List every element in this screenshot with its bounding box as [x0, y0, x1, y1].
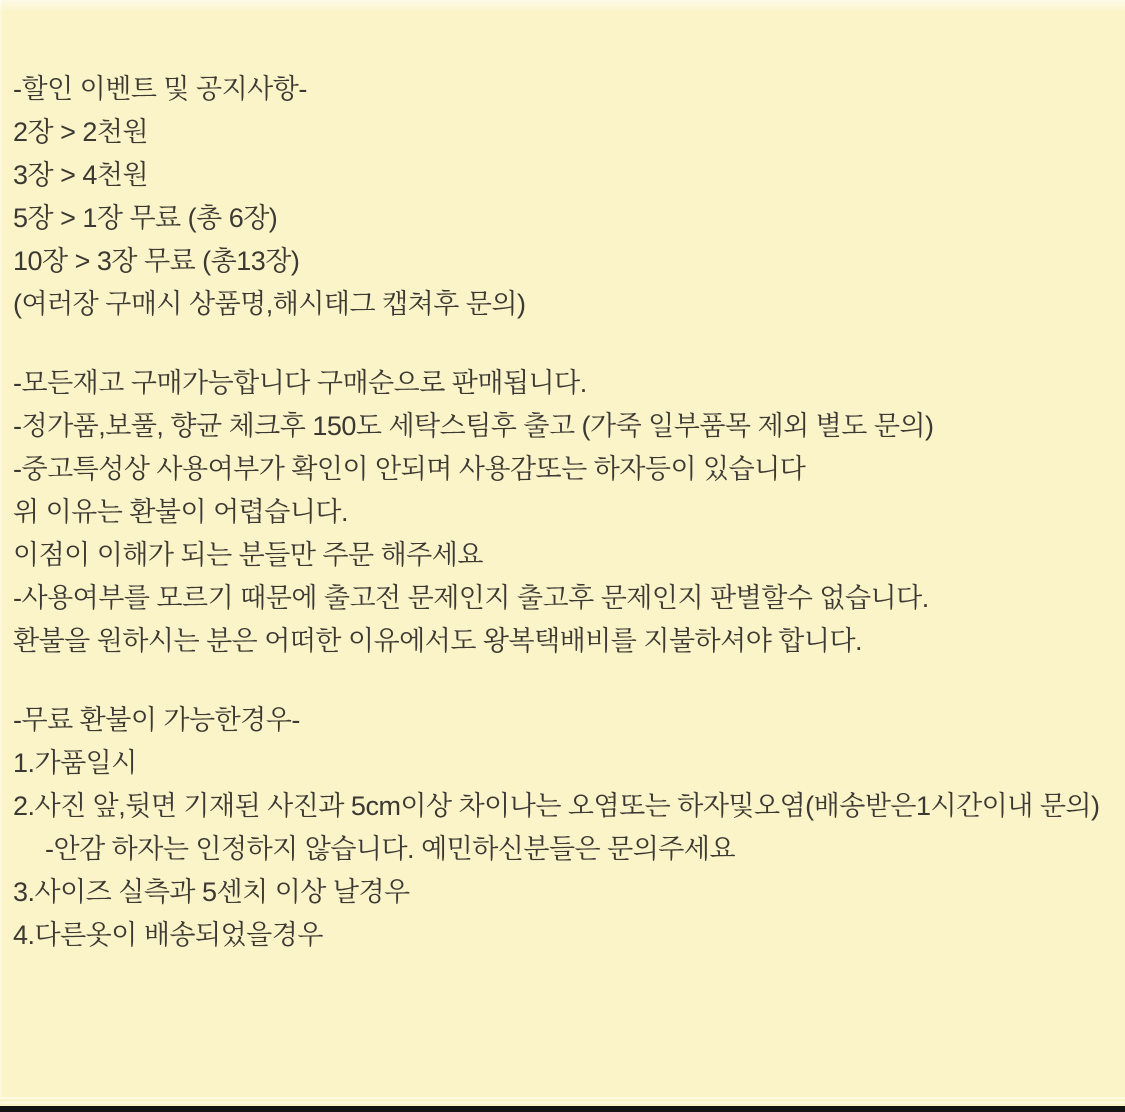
bottom-bar	[0, 1106, 1125, 1112]
notice-text	[13, 68, 1109, 957]
section-discount-event	[13, 68, 1109, 326]
policy-line: -중고특성상 사용여부가 확인이 안되며 사용감또는 하자등이 있습니다	[13, 454, 806, 484]
policy-line: -사용여부를 모르기 때문에 출고전 문제인지 출고후 문제인지 판별할수 없습니다.	[13, 583, 929, 613]
refund-section-header: -무료 환불이 가능한경우-	[13, 705, 300, 735]
discount-section-header: -할인 이벤트 및 공지사항-	[13, 74, 307, 104]
bottom-divider-stripes	[0, 1097, 1125, 1106]
discount-tier-line: 3장 > 4천원	[13, 160, 149, 190]
top-edge-highlight	[0, 0, 1125, 12]
discount-tier-line: 5장 > 1장 무료 (총 6장)	[13, 203, 278, 233]
refund-case-line: 2.사진 앞,뒷면 기재된 사진과 5cm이상 차이나는 오염또는 하자및오염(배송받은1시간이내 문의)	[13, 791, 1100, 821]
discount-tier-line: 2장 > 2천원	[13, 117, 149, 147]
policy-line: -모든재고 구매가능합니다 구매순으로 판매됩니다.	[13, 368, 587, 398]
refund-case-line: 3.사이즈 실측과 5센치 이상 날경우	[13, 877, 410, 907]
policy-line: 위 이유는 환불이 어렵습니다.	[13, 497, 348, 527]
section-free-refund-cases	[13, 699, 1109, 957]
discount-instruction-line: (여러장 구매시 상품명,해시태그 캡쳐후 문의)	[13, 289, 526, 319]
policy-line: 이점이 이해가 되는 분들만 주문 해주세요	[13, 540, 483, 570]
refund-case-line: 4.다른옷이 배송되었을경우	[13, 920, 323, 950]
discount-tier-line: 10장 > 3장 무료 (총13장)	[13, 246, 300, 276]
section-sales-policy	[13, 362, 1109, 663]
policy-line: -정가품,보풀, 향균 체크후 150도 세탁스팀후 출고 (가죽 일부품목 제외 별도 문의)	[13, 411, 934, 441]
refund-case-subline: -안감 하자는 인정하지 않습니다. 예민하신분들은 문의주세요	[45, 834, 736, 864]
left-edge-highlight	[0, 0, 3, 1112]
policy-line: 환불을 원하시는 분은 어떠한 이유에서도 왕복택배비를 지불하셔야 합니다.	[13, 626, 863, 656]
refund-case-line: 1.가품일시	[13, 748, 137, 778]
